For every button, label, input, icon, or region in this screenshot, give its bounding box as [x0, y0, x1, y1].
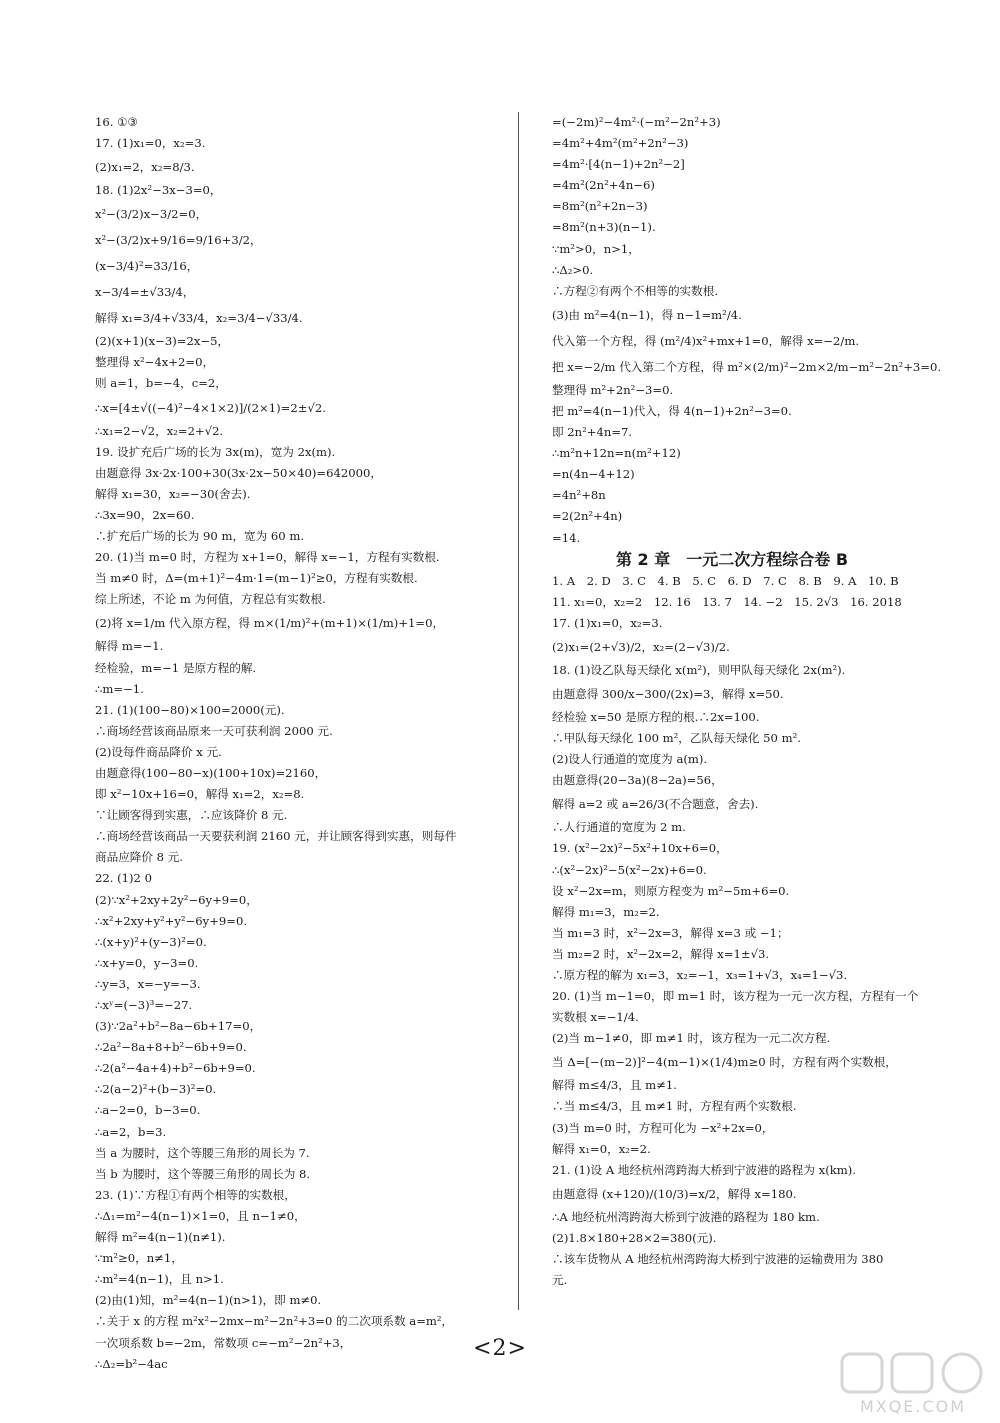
- answer-line: (2)(x+1)(x−3)=2x−5，: [95, 334, 230, 349]
- answer-line: ∴m²n+12n=n(m²+12): [552, 446, 681, 461]
- answer-line: =8m²(n+3)(n−1).: [552, 220, 656, 235]
- answer-line: ∴方程②有两个不相等的实数根.: [552, 283, 718, 298]
- answer-line: x−3/4=±√33/4，: [95, 285, 195, 300]
- answer-line: =4m²+4m²(m²+2n²−3): [552, 136, 689, 151]
- answer-line: 解得 a=2 或 a=26/3(不合题意，舍去).: [552, 797, 759, 812]
- answer-line: ∴该车货物从 A 地经杭州湾跨海大桥到宁波港的运输费用为 380: [552, 1252, 884, 1267]
- answer-line: (2)设每件商品降价 x 元.: [95, 744, 222, 759]
- answer-line: ∵让顾客得到实惠，∴应该降价 8 元.: [95, 808, 288, 823]
- answer-line: (2)x₁=2，x₂=8/3.: [95, 160, 195, 175]
- watermark-graphic-icon: [838, 1350, 988, 1396]
- answer-line: ∴3x=90，2x=60.: [95, 507, 195, 522]
- answer-line: (x−3/4)²=33/16，: [95, 259, 199, 274]
- answer-line: x²−(3/2)x−3/2=0，: [95, 207, 208, 222]
- answer-line: x²−(3/2)x+9/16=9/16+3/2，: [95, 233, 262, 248]
- page-number: <2>: [473, 1336, 527, 1361]
- answer-line: 由题意得(100−80−x)(100+10x)=2160，: [95, 765, 327, 780]
- answer-line: (2)由(1)知，m²=4(n−1)(n>1)，即 m≠0.: [95, 1293, 322, 1308]
- answer-line: 把 x=−2/m 代入第二个方程，得 m²×(2/m)²−2m×2/m−m²−2n²+3=0.: [552, 359, 942, 374]
- answer-line: ∴Δ₂=b²−4ac: [95, 1356, 168, 1371]
- answer-line: 代入第一个方程，得 (m²/4)x²+mx+1=0，解得 x=−2/m.: [552, 333, 860, 348]
- answer-line: 解得 m₁=3，m₂=2.: [552, 904, 660, 919]
- answer-line: 实数根 x=−1/4.: [552, 1010, 639, 1025]
- answer-line: ∴A 地经杭州湾跨海大桥到宁波港的路程为 180 km.: [552, 1209, 820, 1224]
- answer-line: 当 b 为腰时，这个等腰三角形的周长为 8.: [95, 1166, 311, 1181]
- answer-line: ∴商场经营该商品原来一天可获利润 2000 元.: [95, 723, 333, 738]
- answer-line: ∵m²>0，n>1，: [552, 241, 640, 256]
- answer-line: (2)x₁=(2+√3)/2，x₂=(2−√3)/2.: [552, 639, 730, 654]
- answer-line: ∴x₁=2−√2，x₂=2+√2.: [95, 423, 224, 438]
- answer-line: =4m²(2n²+4n−6): [552, 178, 655, 193]
- answer-line: =n(4n−4+12): [552, 467, 635, 482]
- answer-line: 则 a=1，b=−4，c=2，: [95, 376, 227, 391]
- answer-line: =8m²(n²+2n−3): [552, 199, 648, 214]
- answer-line: 当 Δ=[−(m−2)]²−4(m−1)×(1/4)m≥0 时，方程有两个实数根，: [552, 1055, 897, 1070]
- answer-line: 1. A 2. D 3. C 4. B 5. C 6. D 7. C 8. B 9. A 10. B: [552, 573, 899, 588]
- answer-line: ∴Δ₂>0.: [552, 262, 594, 277]
- answer-line: ∴a−2=0，b−3=0.: [95, 1103, 201, 1118]
- answer-line: ∵m²≥0，n≠1，: [95, 1251, 183, 1266]
- answer-line: 把 m²=4(n−1)代入，得 4(n−1)+2n²−3=0.: [552, 403, 792, 418]
- answer-line: ∴y=3，x=−y=−3.: [95, 976, 201, 991]
- column-divider: [518, 112, 519, 1310]
- left-column: [95, 112, 505, 1375]
- answer-line: 经检验，m=−1 是原方程的解.: [95, 660, 257, 675]
- answer-line: 即 2n²+4n=7.: [552, 425, 633, 440]
- answer-line: (2)将 x=1/m 代入原方程，得 m×(1/m)²+(m+1)×(1/m)+1=0，: [95, 616, 445, 631]
- answer-line: 由题意得 300/x−300/(2x)=3，解得 x=50.: [552, 686, 784, 701]
- answer-line: 商品应降价 8 元.: [95, 850, 183, 865]
- answer-line: =2(2n²+4n): [552, 509, 623, 524]
- answer-line: ∴扩充后广场的长为 90 m，宽为 60 m.: [95, 529, 305, 544]
- answer-line: ∴xʸ=(−3)³=−27.: [95, 998, 193, 1012]
- answer-line: ∴m=−1.: [95, 681, 144, 696]
- answer-line: (3)∵2a²+b²−8a−6b+17=0，: [95, 1019, 262, 1034]
- answer-line: ∴(x+y)²+(y−3)²=0.: [95, 934, 207, 949]
- answer-line: 设 x²−2x=m，则原方程变为 m²−5m+6=0.: [552, 883, 790, 898]
- watermark-logo: [838, 1350, 988, 1416]
- answer-line: ∴(x²−2x)²−5(x²−2x)+6=0.: [552, 862, 707, 877]
- answer-line: 23. (1)∵方程①有两个相等的实数根，: [95, 1187, 296, 1202]
- answer-line: ∴x²+2xy+y²+y²−6y+9=0.: [95, 913, 248, 928]
- right-column: [552, 112, 952, 1291]
- answer-line: 当 a 为腰时，这个等腰三角形的周长为 7.: [95, 1145, 310, 1160]
- answer-line: 20. (1)当 m−1=0，即 m=1 时，该方程为一元一次方程，方程有一个: [552, 989, 919, 1004]
- answer-line: 整理得 x²−4x+2=0，: [95, 355, 215, 370]
- answer-line: (2)当 m−1≠0，即 m≠1 时，该方程为一元二次方程.: [552, 1031, 831, 1046]
- watermark-text: MXQE.COM: [859, 1397, 967, 1416]
- answer-line: 综上所述，不论 m 为何值，方程总有实数根.: [95, 592, 326, 607]
- answer-line: ∴甲队每天绿化 100 m²，乙队每天绿化 50 m².: [552, 731, 801, 746]
- answer-line: ∴商场经营该商品一天要获利润 2160 元，并让顾客得到实惠，则每件: [95, 829, 457, 844]
- answer-line: 当 m≠0 时，Δ=(m+1)²−4m·1=(m−1)²≥0，方程有实数根.: [95, 571, 418, 586]
- answer-line: ∴原方程的解为 x₁=3，x₂=−1，x₃=1+√3，x₄=1−√3.: [552, 968, 848, 982]
- answer-line: 经检验 x=50 是原方程的根.∴2x=100.: [552, 709, 760, 724]
- answer-line: 解得 m≤4/3，且 m≠1.: [552, 1078, 677, 1093]
- answer-line: ∴关于 x 的方程 m²x²−2mx−m²−2n²+3=0 的二次项系数 a=m²，: [95, 1314, 454, 1329]
- answer-line: ∴2(a−2)²+(b−3)²=0.: [95, 1082, 217, 1097]
- answer-line: 18. (1)设乙队每天绿化 x(m²)，则甲队每天绿化 2x(m²).: [552, 662, 846, 677]
- answer-line: 当 m₁=3 时，x²−2x=3，解得 x=3 或 −1；: [552, 925, 789, 940]
- answer-line: 11. x₁=0，x₂=2 12. 16 13. 7 14. −2 15. 2√3 16. 2018: [552, 594, 902, 609]
- answer-line: (3)当 m=0 时，方程可化为 −x²+2x=0，: [552, 1120, 774, 1135]
- answer-line: ∴x=[4±√((−4)²−4×1×2)]/(2×1)=2±√2.: [95, 400, 326, 415]
- answer-line: 18. (1)2x²−3x−3=0，: [95, 183, 222, 198]
- answer-line: ∴2(a²−4a+4)+b²−6b+9=0.: [95, 1061, 256, 1076]
- answer-line: 21. (1)(100−80)×100=2000(元).: [95, 702, 285, 717]
- answer-line: ∴m²=4(n−1)，且 n>1.: [95, 1272, 224, 1287]
- answer-line: (3)由 m²=4(n−1)，得 n−1=m²/4.: [552, 307, 742, 322]
- answer-line: 一次项系数 b=−2m，常数项 c=−m²−2n²+3，: [95, 1335, 352, 1350]
- answer-line: 解得 x₁=0，x₂=2.: [552, 1141, 651, 1156]
- answer-line: 解得 m²=4(n−1)(n≠1).: [95, 1230, 226, 1245]
- answer-line: 19. 设扩充后广场的长为 3x(m)，宽为 2x(m).: [95, 444, 336, 459]
- answer-line: 17. (1)x₁=0，x₂=3.: [95, 136, 206, 151]
- answer-line: ∴2a²−8a+8+b²−6b+9=0.: [95, 1040, 247, 1055]
- answer-line: 解得 m=−1.: [95, 639, 164, 654]
- answer-line: =4n²+8n: [552, 488, 606, 503]
- answer-line: ∴a=2，b=3.: [95, 1124, 167, 1139]
- answer-line: =14.: [552, 530, 581, 545]
- answer-line: ∴当 m≤4/3，且 m≠1 时，方程有两个实数根.: [552, 1099, 797, 1114]
- answer-line: =(−2m)²−4m²·(−m²−2n²+3): [552, 115, 721, 129]
- answer-line: 解得 x₁=3/4+√33/4，x₂=3/4−√33/4.: [95, 311, 303, 326]
- chapter-heading: 第 2 章 一元二次方程综合卷 B: [615, 549, 849, 569]
- answer-line: (2)设人行通道的宽度为 a(m).: [552, 752, 708, 767]
- answer-line: 当 m₂=2 时，x²−2x=2，解得 x=1±√3.: [552, 946, 770, 961]
- answer-line: 整理得 m²+2n²−3=0.: [552, 382, 674, 397]
- answer-line: 由题意得 (x+120)/(10/3)=x/2，解得 x=180.: [552, 1186, 797, 1201]
- answer-line: 19. (x²−2x)²−5x²+10x+6=0，: [552, 841, 728, 856]
- answer-line: ∴Δ₁=m²−4(n−1)×1=0，且 n−1≠0，: [95, 1208, 306, 1223]
- answer-line: (2)1.8×180+28×2=380(元).: [552, 1230, 717, 1245]
- answer-line: 元.: [552, 1273, 568, 1288]
- answer-line: 17. (1)x₁=0，x₂=3.: [552, 615, 663, 630]
- answer-line: =4m²·[4(n−1)+2n²−2]: [552, 157, 685, 172]
- answer-line: 解得 x₁=30，x₂=−30(舍去).: [95, 486, 251, 501]
- answer-line: 即 x²−10x+16=0，解得 x₁=2，x₂=8.: [95, 787, 305, 802]
- answer-line: (2)∵x²+2xy+2y²−6y+9=0，: [95, 892, 258, 907]
- answer-line: ∴x+y=0，y−3=0.: [95, 955, 199, 970]
- answer-line: ∴人行通道的宽度为 2 m.: [552, 820, 686, 835]
- answer-line: 16. ①③: [95, 115, 138, 129]
- answer-line: 由题意得(20−3a)(8−2a)=56，: [552, 773, 723, 788]
- answer-line: 22. (1)2 0: [95, 871, 152, 886]
- answer-line: 21. (1)设 A 地经杭州湾跨海大桥到宁波港的路程为 x(km).: [552, 1162, 856, 1177]
- answer-line: 由题意得 3x·2x·100+30(3x·2x−50×40)=642000，: [95, 465, 382, 480]
- answer-line: 20. (1)当 m=0 时，方程为 x+1=0，解得 x=−1，方程有实数根.: [95, 550, 440, 565]
